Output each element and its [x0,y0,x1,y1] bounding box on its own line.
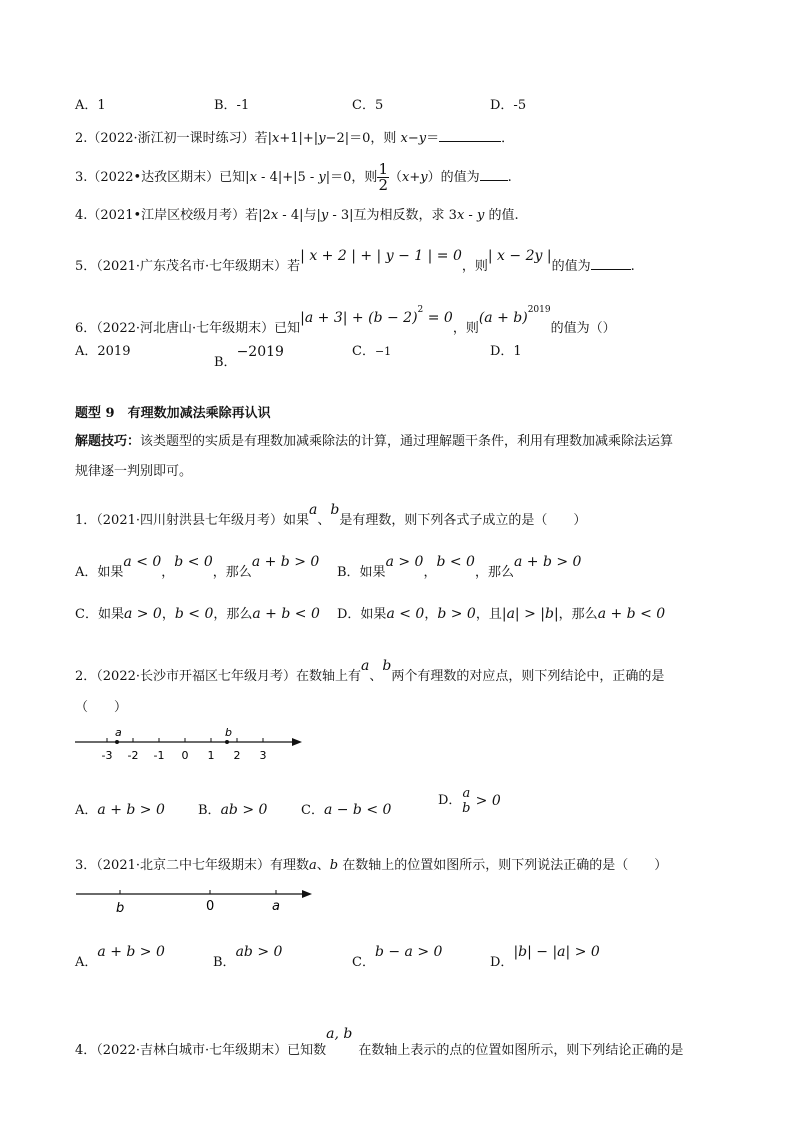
text: ，则 [461,259,488,274]
s-question-3 [75,856,667,876]
var: y [318,170,326,185]
math-expression: a + b > 0 [513,554,582,570]
text: 、 [317,513,331,528]
question-source: （2021•江岸区校级月考） [87,208,246,223]
text: |＝0，则 [325,170,378,185]
math-expression: a + b < 0 [597,606,666,622]
option-d: D．-5 [490,98,527,113]
question-source: （2021·北京二中七年级期末） [96,858,270,873]
math-expression: b < 0 [174,606,214,622]
var: a, b [326,1026,353,1042]
question-source: （2022•达孜区期末） [87,170,220,185]
s2-option-a [75,800,165,821]
math-expression: |b| − |a| > 0 [513,944,600,960]
s3-option-d [490,942,600,973]
tick-label: 2 [233,749,241,762]
tick-label: -1 [153,749,165,762]
math-expression: a + b > 0 [251,554,320,570]
tick-label: 1 [207,749,215,762]
text: − [407,131,419,146]
answer-blank[interactable] [439,128,501,142]
frac-num: a [462,786,471,801]
question-number: 6． [75,321,97,336]
text: ，且 [475,607,502,622]
q6-option-a: A．2019 [75,344,131,359]
text: 在数轴上有 [296,669,362,684]
text: 是有理数，则下列各式子成立的是（ ） [339,513,587,528]
text: ，那么 [558,607,598,622]
math-expression: ab > 0 [220,802,268,818]
text: 如果 [283,513,310,528]
var: x [400,131,408,146]
text: - [464,208,477,223]
math-expression: −2019 [236,344,284,360]
label: B．如果 [337,565,386,580]
expr-part: (a + b) [478,310,528,326]
section-title: 题型 9 有理数加减法乘除再认识 [75,406,271,421]
question-source: （2021·四川射洪县七年级月考） [96,513,283,528]
label: D． [490,955,514,970]
text: ， [161,565,175,580]
s-question-2 [75,656,664,687]
math-expression [478,305,551,326]
var: a [309,858,317,873]
exponent: 2019 [527,305,551,315]
math-expression [300,305,453,326]
text: 两个有理数的对应点，则下列结论中，正确的是 [391,669,665,684]
label: D．如果 [337,607,387,622]
math-expression: | x − 2y | [487,248,552,264]
text: ， [423,565,437,580]
tip-text: 该类题型的实质是有理数加减乘除法的计算，通过理解题干条件，利用有理数加减乘除法运算 [140,434,674,449]
var: y [320,208,329,223]
math-expression: |a| > |b| [501,606,559,622]
question-number: 2． [75,669,97,684]
var: b [330,502,340,518]
option-b: B．-1 [214,98,250,113]
text: ＝ [426,131,440,146]
label-b: b [116,901,125,916]
fraction [377,162,389,193]
question-number: 5． [75,259,97,274]
frac-den: b [462,801,471,816]
question-2 [75,128,514,149]
s-question-1 [75,500,586,531]
label: C． [352,344,375,359]
var: b [329,858,339,873]
math-expression: b > 0 [437,606,476,622]
point-b-label: b [225,726,232,739]
text: ，那么 [212,565,252,580]
tip-line-1 [75,432,673,452]
question-5 [75,246,635,277]
tick-label: -3 [101,749,113,762]
s1-option-b [337,552,581,583]
exponent: 2 [417,305,424,315]
label-0: 0 [206,899,215,914]
text: 在数轴上的位置如图所示，则下列说法正确的是（ ） [338,858,668,873]
expr-part: |a + 3| + (b − 2) [300,310,418,326]
q6-option-d: D．1 [490,344,522,359]
text: ， [161,607,175,622]
var: x [270,208,279,223]
tick-label: -2 [127,749,139,762]
question-number: 1． [75,513,97,528]
text: - 3|互为相反数，求 3 [328,208,457,223]
s2-option-d [438,786,501,816]
text: ，那么 [474,565,514,580]
text: ）的值为 [427,170,480,185]
math-expression: −1 [374,345,392,358]
text: 有理数 [270,858,310,873]
s3-option-b [213,942,282,973]
tick-label: 0 [181,749,189,762]
question-number: 2. [75,131,88,146]
label: B． [213,955,236,970]
math-expression: b < 0 [174,554,213,570]
math-expression: a + b < 0 [252,606,320,622]
label-a: a [272,899,280,914]
math-expression: a < 0 [123,554,162,570]
question-number: 3． [75,858,97,873]
text: 的值. [484,208,519,223]
question-source: （2022·吉林白城市·七年级期末） [96,1043,288,1058]
question-source: （2022·长沙市开福区七年级月考） [96,669,296,684]
math-expression: | x + 2 | + | y − 1 | = 0 [300,248,462,264]
frac-den: 2 [378,176,388,194]
tick-label: 3 [259,749,267,762]
s2-paren: （ ） [75,700,128,715]
point-a-label: a [115,726,122,739]
tip-line-2: 规律逐一判别即可。 [75,464,193,479]
tip-label: 解题技巧： [75,434,141,449]
text: 、 [316,858,330,873]
label: A． [75,803,98,818]
var: y [318,131,326,146]
text: - 4|与| [278,208,321,223]
answer-blank[interactable] [591,256,631,270]
var: x+y [402,170,428,185]
math-expression: a + b > 0 [97,944,165,960]
text: 的值为（） [550,321,616,336]
s3-option-c [352,942,442,973]
s3-option-a [75,942,165,973]
text: ， [424,607,438,622]
text: 若| [254,131,273,146]
var: y [418,131,427,146]
text: 已知| [219,170,250,185]
label: A． [75,955,98,970]
math-expression: a > 0 [385,554,424,570]
option-c: C．5 [352,98,384,113]
text: 已知 [274,321,301,336]
var: x [249,170,257,185]
point-a [115,740,119,744]
label: D． [438,793,462,808]
math-expression: a > 0 [123,606,162,622]
expr-part: = 0 [423,310,453,326]
text: 、 [369,669,383,684]
text: −2|＝0，则 [325,131,401,146]
question-4 [75,206,519,226]
arrow-icon [292,738,302,746]
var: a [309,502,318,518]
s2-option-b [198,800,267,821]
math-expression: b < 0 [436,554,475,570]
text: 若|2 [245,208,271,223]
frac-num: 1 [378,160,388,178]
question-number: 4． [75,1043,97,1058]
q6-option-b [214,342,284,373]
text: （ [388,170,402,185]
question-number: 3. [75,170,88,185]
var: x [456,208,465,223]
text: - 4|+|5 - [256,170,319,185]
label: C． [301,803,324,818]
text: ． [501,131,515,146]
label: B． [214,355,237,370]
math-expression: > 0 [471,793,501,809]
text: 若 [287,259,301,274]
text: 的值为 [551,259,591,274]
text: . [630,259,635,274]
point-b [225,740,229,744]
math-expression: b − a > 0 [374,944,443,960]
question-6 [75,300,616,339]
math-expression: a − b < 0 [323,802,392,818]
var: y [476,208,485,223]
label: B． [198,803,221,818]
s2-option-c [301,800,391,821]
fraction [461,786,471,816]
s1-option-c [75,604,320,625]
question-source: （2022·河北唐山·七年级期末） [96,321,275,336]
text: ，那么 [213,607,253,622]
label: C．如果 [75,607,124,622]
s1-option-d [337,604,665,625]
question-source: （2021·广东茂名市·七年级期末） [96,259,288,274]
question-source: （2022·浙江初一课时练习） [87,131,255,146]
question-3 [75,162,512,193]
var: b [382,658,392,674]
option-a: A．1 [75,98,106,113]
number-line-2 [72,884,320,920]
math-expression: ab > 0 [235,944,283,960]
s1-option-a [75,552,319,583]
number-line-1 [70,722,310,766]
text: ，则 [452,321,479,336]
arrow-icon [302,890,312,898]
q6-option-c [352,342,391,362]
label: A．如果 [75,565,124,580]
text: . [507,170,512,185]
math-expression: a < 0 [386,606,425,622]
text: 已知数 [287,1043,327,1058]
question-number: 4. [75,208,88,223]
answer-blank[interactable] [480,167,508,181]
text: +1|+| [279,131,319,146]
label: C． [352,955,375,970]
var: a [361,658,370,674]
text: 在数轴上表示的点的位置如图所示，则下列结论正确的是 [358,1043,684,1058]
math-expression: a + b > 0 [97,802,165,818]
s-question-4 [75,1024,683,1061]
var: x [272,131,280,146]
